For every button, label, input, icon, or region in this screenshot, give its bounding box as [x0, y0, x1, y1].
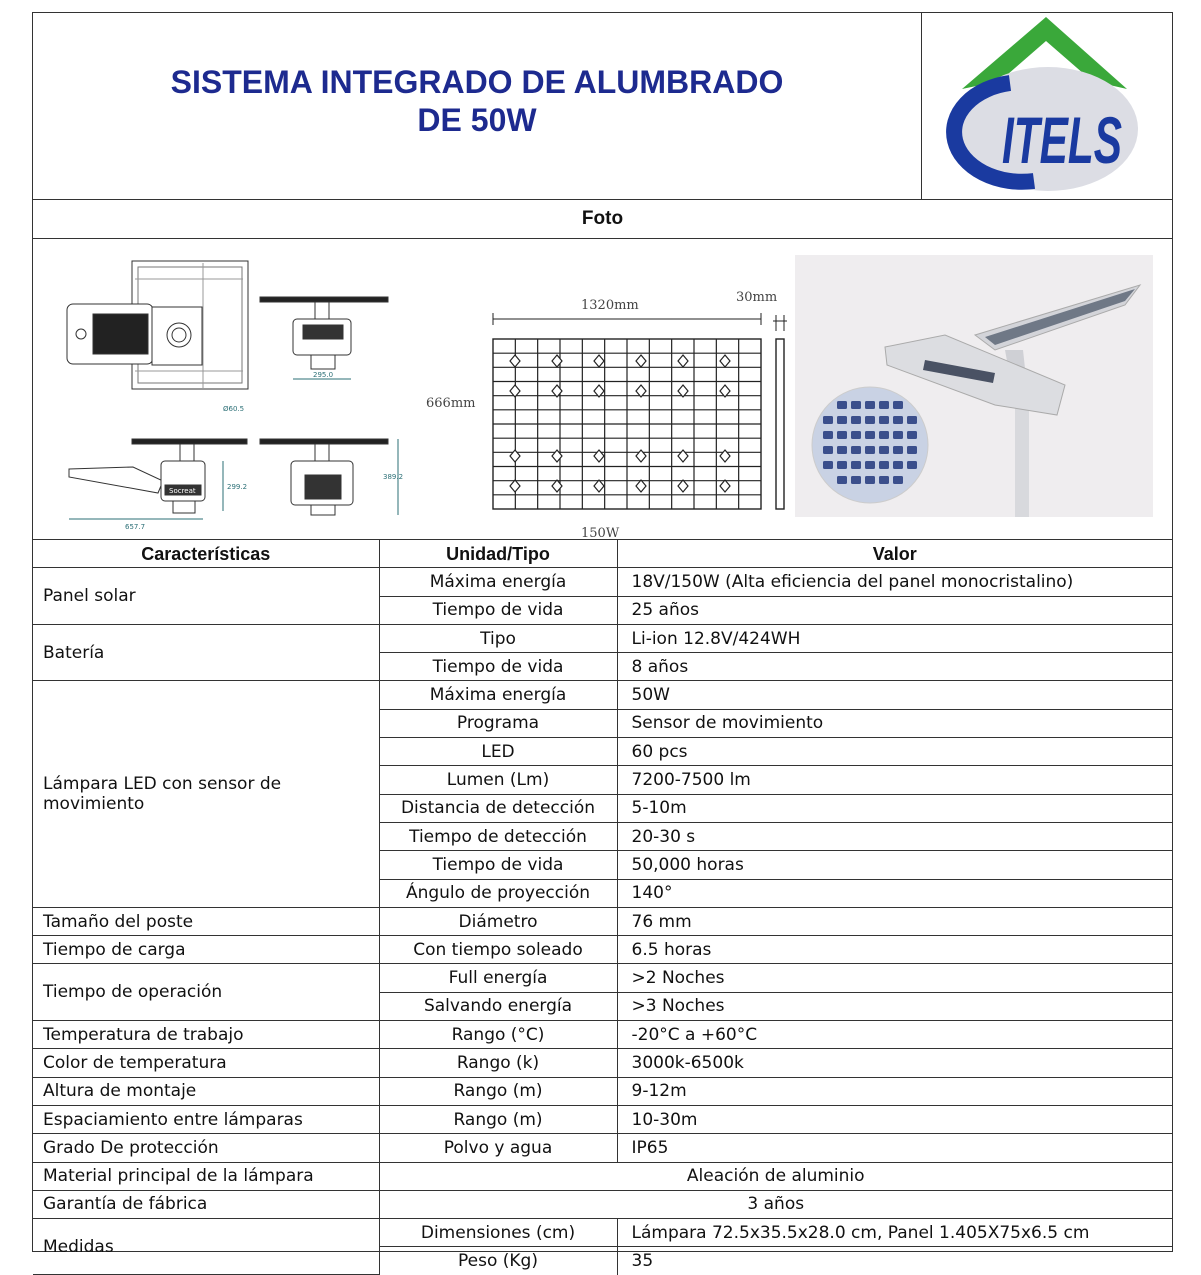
value-cell: Aleación de aluminio — [379, 1162, 1172, 1190]
panel-width-label: 1320mm — [581, 298, 639, 313]
led-chip — [865, 476, 875, 484]
table-row — [33, 1190, 1172, 1218]
led-chip — [907, 431, 917, 439]
led-chip — [879, 416, 889, 424]
unit-cell: Programa — [379, 709, 617, 737]
unit-cell: LED — [379, 738, 617, 766]
column-header: Valor — [617, 540, 1172, 568]
itels-logo — [922, 13, 1173, 199]
value-cell: Sensor de movimiento — [617, 709, 1172, 737]
unit-cell: Tiempo de vida — [379, 653, 617, 681]
title-line-1: SISTEMA INTEGRADO DE ALUMBRADO — [170, 64, 784, 100]
column-header: Unidad/Tipo — [379, 540, 617, 568]
led-chip — [893, 461, 903, 469]
led-chip — [823, 416, 833, 424]
led-chip — [907, 461, 917, 469]
cell-marker — [594, 355, 604, 367]
unit-cell: Peso (Kg) — [379, 1247, 617, 1275]
cell-marker — [678, 355, 688, 367]
table-row — [33, 907, 1172, 935]
characteristic-text: Lámpara LED con sensor de movimiento — [43, 774, 282, 815]
value-cell: 9-12m — [617, 1077, 1172, 1105]
led-chip — [865, 401, 875, 409]
lamp-technical-drawing — [53, 249, 423, 529]
table-row — [33, 1077, 1172, 1105]
value-cell: 18V/150W (Alta eficiencia del panel monocristalino) — [617, 568, 1172, 596]
value-cell: 6.5 horas — [617, 936, 1172, 964]
characteristic-cell: Tamaño del poste — [33, 907, 379, 935]
characteristic-cell: Espaciamiento entre lámparas — [33, 1105, 379, 1133]
column-header: Características — [33, 540, 379, 568]
cell-marker — [510, 355, 520, 367]
characteristic-cell: Color de temperatura — [33, 1049, 379, 1077]
unit-cell: Rango (°C) — [379, 1021, 617, 1049]
panel-power-label: 150W — [581, 526, 620, 539]
value-cell: IP65 — [617, 1134, 1172, 1162]
value-cell: >2 Noches — [617, 964, 1172, 992]
led-chip — [837, 476, 847, 484]
characteristic-cell: Temperatura de trabajo — [33, 1021, 379, 1049]
table-row — [33, 568, 1172, 596]
value-cell: 140° — [617, 879, 1172, 907]
characteristic-cell: Altura de montaje — [33, 1077, 379, 1105]
led-chip — [837, 416, 847, 424]
table-header-row — [33, 540, 1172, 568]
spec-sheet — [32, 12, 1173, 1272]
led-chip — [851, 401, 861, 409]
led-chip — [823, 461, 833, 469]
unit-cell: Máxima energía — [379, 681, 617, 709]
page-title — [33, 63, 921, 139]
led-chip — [893, 476, 903, 484]
characteristic-cell: Medidas — [33, 1219, 379, 1275]
table-row — [33, 936, 1172, 964]
unit-cell: Máxima energía — [379, 568, 617, 596]
led-chip — [893, 446, 903, 454]
cell-marker — [636, 355, 646, 367]
unit-cell: Dimensiones (cm) — [379, 1219, 617, 1247]
table-row — [33, 1049, 1172, 1077]
cell-marker — [636, 480, 646, 492]
characteristic-cell: Panel solar — [33, 568, 379, 625]
led-chip — [879, 401, 889, 409]
unit-cell: Ángulo de proyección — [379, 879, 617, 907]
value-cell: Li-ion 12.8V/424WH — [617, 624, 1172, 652]
value-cell: 5-10m — [617, 794, 1172, 822]
photo-area — [33, 239, 1172, 540]
table-row — [33, 1162, 1172, 1190]
cell-marker — [720, 355, 730, 367]
unit-cell: Salvando energía — [379, 992, 617, 1020]
product-photo — [795, 255, 1153, 517]
characteristic-cell — [33, 681, 379, 907]
led-chip — [837, 401, 847, 409]
led-chip — [851, 446, 861, 454]
table-row — [33, 1219, 1172, 1247]
dim-label: Ø60.5 — [223, 405, 245, 413]
led-chip — [879, 446, 889, 454]
unit-cell: Tiempo de detección — [379, 822, 617, 850]
cell-marker — [510, 480, 520, 492]
value-cell: 8 años — [617, 653, 1172, 681]
unit-cell: Rango (k) — [379, 1049, 617, 1077]
led-chip — [823, 431, 833, 439]
led-chip — [851, 431, 861, 439]
characteristic-cell: Grado De protección — [33, 1134, 379, 1162]
led-chip — [879, 431, 889, 439]
characteristic-cell: Tiempo de operación — [33, 964, 379, 1021]
value-cell: 50W — [617, 681, 1172, 709]
led-chip — [879, 461, 889, 469]
solar-panel-drawing — [421, 269, 791, 539]
led-chip — [907, 416, 917, 424]
dim-label: 299.2 — [227, 483, 248, 491]
led-chip — [865, 416, 875, 424]
led-chip — [879, 476, 889, 484]
panel-thickness-label: 30mm — [736, 290, 778, 305]
brand-label: Socreat — [169, 487, 196, 495]
table-row — [33, 624, 1172, 652]
unit-cell: Lumen (Lm) — [379, 766, 617, 794]
led-chip — [837, 431, 847, 439]
cell-marker — [594, 480, 604, 492]
led-chip — [851, 476, 861, 484]
table-row — [33, 964, 1172, 992]
led-chip — [837, 461, 847, 469]
value-cell: 35 — [617, 1247, 1172, 1275]
led-chip — [893, 401, 903, 409]
value-cell: >3 Noches — [617, 992, 1172, 1020]
characteristic-cell: Material principal de la lámpara — [33, 1162, 379, 1190]
unit-cell: Rango (m) — [379, 1105, 617, 1133]
value-cell: 20-30 s — [617, 822, 1172, 850]
value-cell: 7200-7500 lm — [617, 766, 1172, 794]
value-cell: 10-30m — [617, 1105, 1172, 1133]
value-cell: 3000k-6500k — [617, 1049, 1172, 1077]
value-cell: 25 años — [617, 596, 1172, 624]
unit-cell: Full energía — [379, 964, 617, 992]
value-cell: 60 pcs — [617, 738, 1172, 766]
unit-cell: Tipo — [379, 624, 617, 652]
unit-cell: Tiempo de vida — [379, 851, 617, 879]
led-chip — [851, 416, 861, 424]
dim-label: 389.2 — [383, 473, 404, 481]
led-chip — [893, 416, 903, 424]
led-chip — [893, 431, 903, 439]
logo-cell — [921, 13, 1173, 199]
unit-cell: Distancia de detección — [379, 794, 617, 822]
cell-marker — [720, 480, 730, 492]
table-row — [33, 1134, 1172, 1162]
unit-cell: Diámetro — [379, 907, 617, 935]
led-chip — [865, 461, 875, 469]
led-chip — [837, 446, 847, 454]
characteristic-cell: Garantía de fábrica — [33, 1190, 379, 1218]
dim-label: 295.0 — [313, 371, 334, 379]
unit-cell: Rango (m) — [379, 1077, 617, 1105]
characteristic-cell: Batería — [33, 624, 379, 681]
led-chip — [907, 446, 917, 454]
table-row — [33, 681, 1172, 709]
cell-marker — [678, 480, 688, 492]
table-row — [33, 1105, 1172, 1133]
panel-height-label: 666mm — [426, 396, 476, 411]
unit-cell: Polvo y agua — [379, 1134, 617, 1162]
led-chip — [865, 431, 875, 439]
logo-text: ITELS — [1002, 103, 1122, 177]
led-chip — [823, 446, 833, 454]
title-line-2: DE 50W — [417, 102, 537, 138]
characteristic-cell: Tiempo de carga — [33, 936, 379, 964]
led-chip — [851, 461, 861, 469]
unit-cell: Tiempo de vida — [379, 596, 617, 624]
unit-cell: Con tiempo soleado — [379, 936, 617, 964]
photo-label: Foto — [33, 199, 1172, 239]
header — [33, 13, 1172, 200]
value-cell: 3 años — [379, 1190, 1172, 1218]
specs-table — [33, 540, 1172, 1275]
value-cell: 50,000 horas — [617, 851, 1172, 879]
dim-label: 657.7 — [125, 523, 146, 529]
value-cell: 76 mm — [617, 907, 1172, 935]
table-row — [33, 1021, 1172, 1049]
value-cell: Lámpara 72.5x35.5x28.0 cm, Panel 1.405X75x6.5 cm — [617, 1219, 1172, 1247]
value-cell: -20°C a +60°C — [617, 1021, 1172, 1049]
led-chip — [865, 446, 875, 454]
